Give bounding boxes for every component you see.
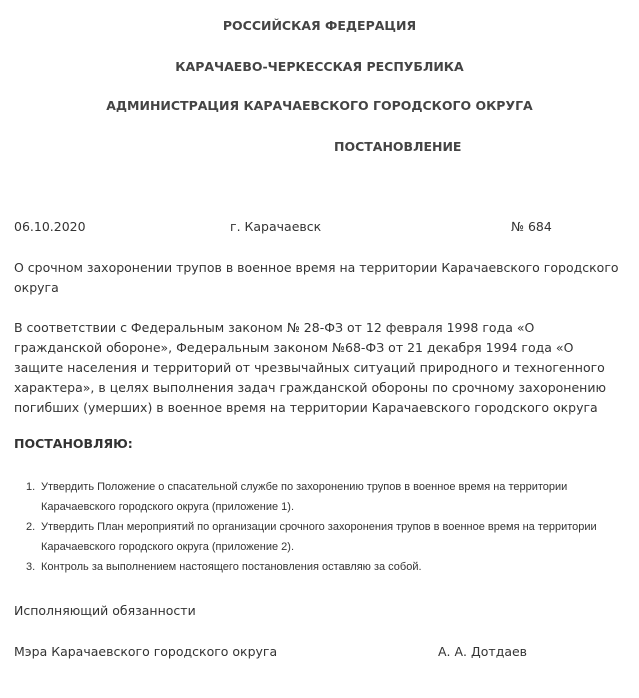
header-administration: АДМИНИСТРАЦИЯ КАРАЧАЕВСКОГО ГОРОДСКОГО ОКРУГА [106, 98, 533, 113]
signature-acting-title: Исполняющий обязанности [14, 603, 196, 618]
decree-item-text: Контроль за выполнением настоящего постановления оставляю за собой. [41, 561, 422, 573]
decree-item-text: Утвердить План мероприятий по организации срочного захоронения трупов в военное время на территории Карачаевского городского округа (приложение 2). [41, 521, 597, 553]
signature-post: Мэра Карачаевского городского округа [14, 644, 278, 659]
document-preamble: В соответствии с Федеральным законом № 28-ФЗ от 12 февраля 1998 года «О гражданской обороне», Федеральным законом №68-ФЗ от 21 декабря 1994 года «О защите населения и территорий от чрезвычайных ситуаций природного и техногенного характера», в целях выполнения задач гражданской обороны по срочному захоронению погибших (умерших) в военное время на территории Карачаевского городского округа [14, 320, 606, 415]
decree-item-number: 3. [26, 561, 36, 573]
decree-item-number: 2. [26, 521, 36, 533]
document-subject: О срочном захоронении трупов в военное время на территории Карачаевского городского округа [14, 260, 619, 295]
decree-item [26, 477, 626, 517]
header-republic: КАРАЧАЕВО-ЧЕРКЕССКАЯ РЕСПУБЛИКА [175, 59, 464, 74]
decree-item [26, 517, 626, 557]
document-number: № 684 [511, 219, 552, 234]
signature-name: А. А. Дотдаев [438, 644, 528, 659]
decree-label: ПОСТАНОВЛЯЮ: [14, 436, 133, 451]
document-date: 06.10.2020 [14, 219, 86, 234]
header-country: РОССИЙСКАЯ ФЕДЕРАЦИЯ [222, 18, 417, 33]
decree-item [26, 557, 626, 577]
document-city: г. Карачаевск [230, 219, 322, 234]
decree-item-number: 1. [26, 481, 36, 493]
decree-item-text: Утвердить Положение о спасательной службе по захоронению трупов в военное время на территории Карачаевского городского округа (приложение 1). [41, 481, 568, 513]
document-type-title: ПОСТАНОВЛЕНИЕ [334, 139, 462, 154]
decree-items-list [26, 477, 626, 577]
